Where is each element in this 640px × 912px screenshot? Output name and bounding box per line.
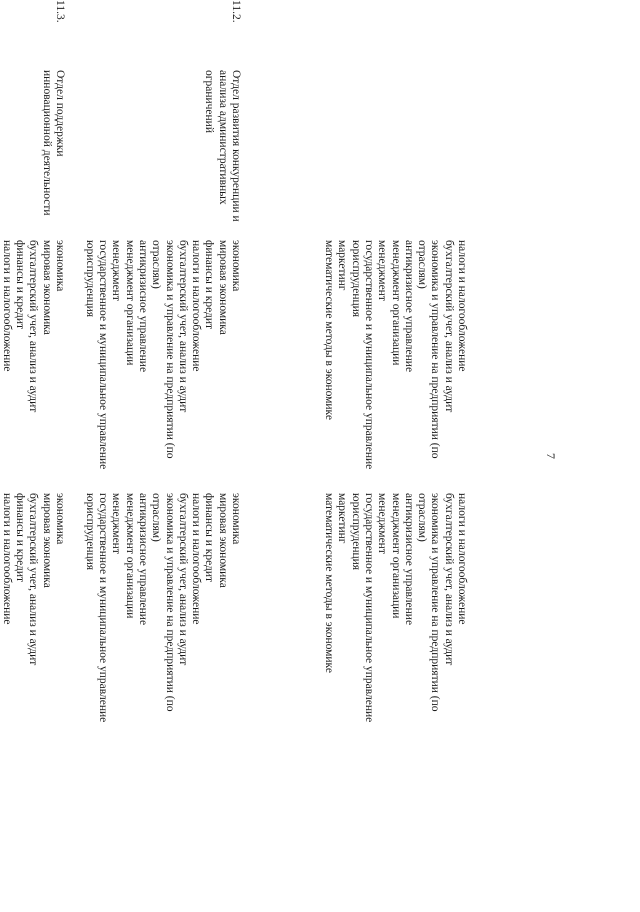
specialty-item: налоги и налогообложение xyxy=(456,240,468,372)
page-number: 7 xyxy=(544,453,558,459)
specialty-item: мировая экономика xyxy=(40,493,53,588)
specialty-item: менеджмент организации xyxy=(123,493,136,619)
specialty-item: отраслям) xyxy=(150,240,163,289)
specialty-item: маркетинг xyxy=(336,240,349,291)
specialty-item: антикризисное управление xyxy=(136,493,149,626)
specialty-item: математические методы в экономике xyxy=(323,493,336,673)
specialty-item: менеджмент организации xyxy=(123,240,136,366)
specialty-item: финансы и кредит xyxy=(203,493,216,583)
specialty-item: финансы и кредит xyxy=(203,240,216,330)
specialty-item: бухгалтерский учет, анализ и аудит xyxy=(27,493,40,666)
department-name: Отдел поддержки инновационной деятельности xyxy=(40,70,66,216)
specialty-item: экономика xyxy=(54,493,66,545)
row-number: 11.2. xyxy=(230,0,242,23)
specialty-item: менеджмент xyxy=(376,240,389,301)
specialty-item: государственное и муниципальное управление xyxy=(97,240,110,470)
specialty-item: антикризисное управление xyxy=(402,493,415,626)
specialty-item: налоги и налогообложение xyxy=(190,240,203,372)
specialty-item: государственное и муниципальное управление xyxy=(97,493,110,723)
specialty-item: государственное и муниципальное управление xyxy=(362,240,375,470)
specialty-item: менеджмент xyxy=(110,493,123,554)
specialty-item: менеджмент xyxy=(376,493,389,554)
specialty-item: бухгалтерский учет, анализ и аудит xyxy=(176,493,189,666)
specialty-item: юриспруденция xyxy=(349,493,362,571)
specialty-item: менеджмент xyxy=(110,240,123,301)
specialty-item: отраслям) xyxy=(416,493,429,542)
specialties-list xyxy=(82,493,242,793)
specialty-item: антикризисное управление xyxy=(136,240,149,373)
specialty-item: менеджмент организации xyxy=(389,240,402,366)
specialty-item: мировая экономика xyxy=(216,240,229,335)
specialty-item: юриспруденция xyxy=(83,240,96,318)
specialty-item: маркетинг xyxy=(336,493,349,544)
specialty-item: антикризисное управление xyxy=(402,240,415,373)
specialty-item: бухгалтерский учет, анализ и аудит xyxy=(442,240,455,413)
specialty-item: менеджмент организации xyxy=(389,493,402,619)
specialty-item: налоги и налогообложение xyxy=(0,240,13,372)
specialties-list xyxy=(0,493,66,793)
specialty-item: экономика xyxy=(54,240,66,292)
specialty-item: бухгалтерский учет, анализ и аудит xyxy=(442,493,455,666)
specialty-item: экономика xyxy=(230,493,242,545)
specialty-item: налоги и налогообложение xyxy=(190,493,203,625)
specialty-item: экономика xyxy=(230,240,242,292)
specialty-item: финансы и кредит xyxy=(14,240,27,330)
specialty-item: юриспруденция xyxy=(83,493,96,571)
specialty-item: юриспруденция xyxy=(349,240,362,318)
specialty-item: мировая экономика xyxy=(40,240,53,335)
row-number: 11.3. xyxy=(54,0,66,23)
specialty-item: экономика и управление на предприятии (по xyxy=(163,493,176,712)
department-name: Отдел развития конкуренции и анализа административных ограничений xyxy=(203,70,242,222)
specialty-item: налоги и налогообложение xyxy=(456,493,468,625)
specialty-item: математические методы в экономике xyxy=(323,240,336,420)
specialty-item: экономика и управление на предприятии (по xyxy=(429,240,442,459)
specialty-item: отраслям) xyxy=(150,493,163,542)
specialties-list xyxy=(322,493,468,793)
specialty-item: бухгалтерский учет, анализ и аудит xyxy=(176,240,189,413)
specialty-item: мировая экономика xyxy=(216,493,229,588)
specialty-item: финансы и кредит xyxy=(14,493,27,583)
specialty-item: государственное и муниципальное управление xyxy=(362,493,375,723)
specialty-item: бухгалтерский учет, анализ и аудит xyxy=(27,240,40,413)
specialty-item: отраслям) xyxy=(416,240,429,289)
specialty-item: экономика и управление на предприятии (по xyxy=(429,493,442,712)
specialty-item: экономика и управление на предприятии (по xyxy=(163,240,176,459)
specialty-item: налоги и налогообложение xyxy=(0,493,13,625)
